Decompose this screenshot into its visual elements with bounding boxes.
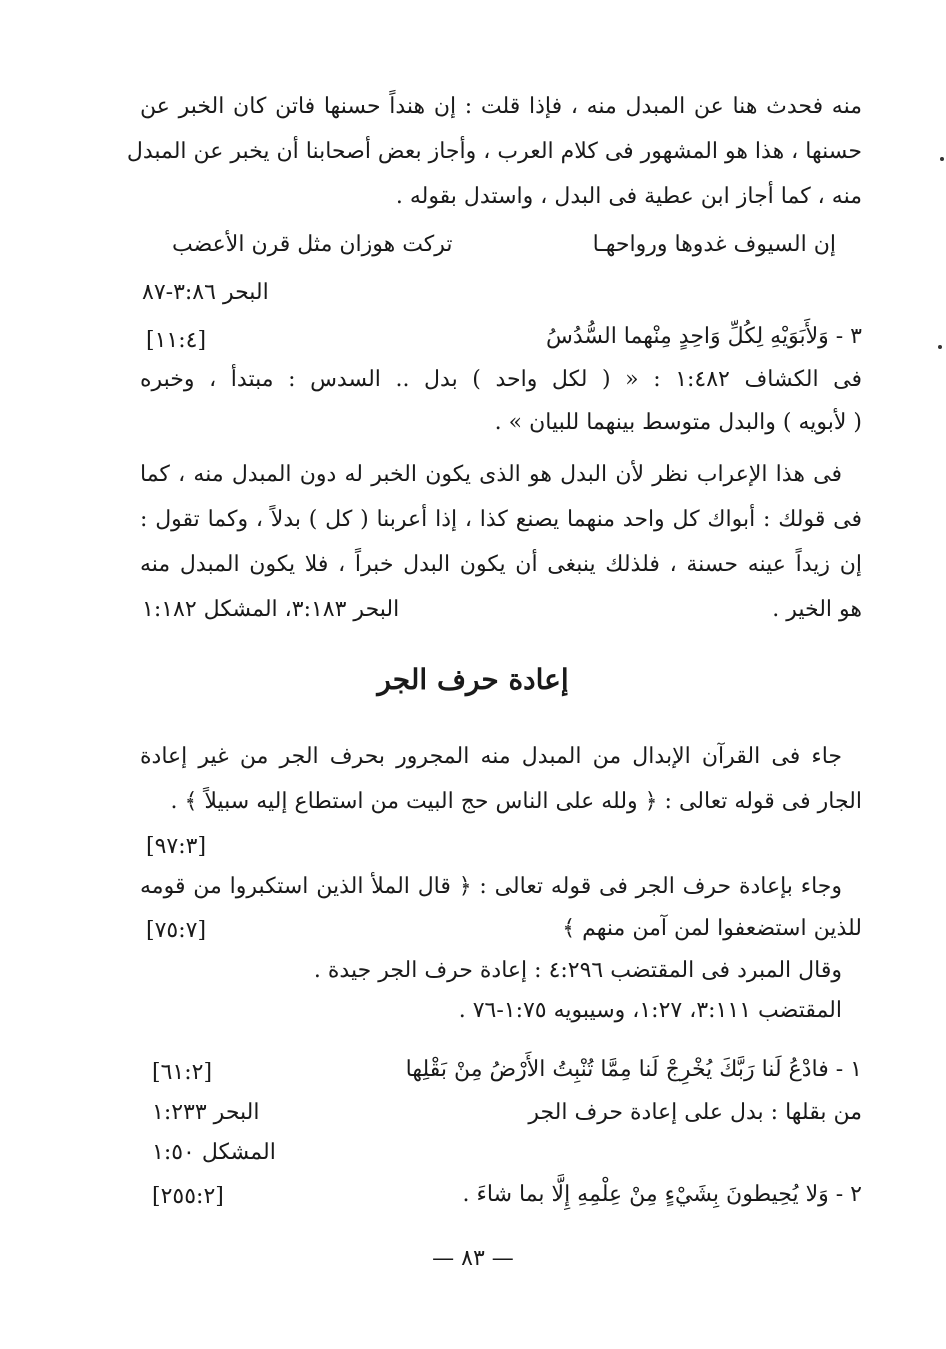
quran-ref-item-1: [٦١:٢] [152,1060,213,1085]
para2-line-4: هو الخير . [772,597,862,622]
margin-dot-2 [938,345,942,349]
reference-bahr-1: البحر ٣:٨٦-٨٧ [142,280,269,305]
item1-mushkil-ref: المشكل ١:٥٠ [152,1140,276,1165]
section-heading: إعادة حرف الجر [377,663,569,696]
item1-bahr-ref: البحر ١:٢٣٣ [152,1100,260,1125]
para2-line-3: إن زيداً عينه حسنة ، فلذلك ينبغى أن يكون البدل خبراً ، فلا يكون المبدل منه [140,552,862,577]
quran-item-1: ١ - فادْعُ لَنا رَبَّكَ يُخْرِجْ لَنا مِمَّا تُنْبِتُ الأَرْضُ مِنْ بَقْلِها [405,1057,862,1082]
para4-line-2: للذين استضعفوا لمن آمن منهم ﴾ [562,916,862,941]
para2-line-2: فى قولك : أبواك كل واحد منهما يصنع كذا ، إذا أعربنا ( كل ) بدلاً ، وكما تقول : [140,507,862,532]
quran-ref-item-3: [١١:٤] [146,328,207,353]
para3-line-2: الجار فى قوله تعالى : ﴿ ولله على الناس حج البيت من استطاع إليه سبيلاً ﴾ . [170,789,862,814]
verse-first-hemistich: إن السيوف غدوها ورواحهـا [592,232,836,257]
quran-item-3: ٣ - وَلأَبَوَيْهِ لِكُلِّ وَاحِدٍ مِنْهما السُّدُسُ [545,324,862,349]
kashshaf-line-1: فى الكشاف ١:٤٨٢ : « ( لكل واحد ) بدل .. السدس : مبتدأ ، وخبره [140,367,862,392]
page-number: — ٨٣ — [432,1246,514,1271]
quran-ref-item-2: [٢٥٥:٢] [152,1184,224,1209]
item1-note: من بقلها : بدل على إعادة حرف الجر [528,1100,862,1125]
muqtadab-references: المقتضب ٣:١١١، ١:٢٧، وسيبويه ١:٧٥-٧٦ . [458,998,842,1023]
kashshaf-line-2: ( لأبويه ) والبدل متوسط بينهما للبيان » . [494,410,862,435]
para3-reference: [٩٧:٣] [146,834,207,859]
mubarrad-line: وقال المبرد فى المقتضب ٤:٢٩٦ : إعادة حرف الجر جيدة . [313,958,842,983]
text-line-2: حسنها ، هذا هو المشهور فى كلام العرب ، وأجاز بعض أصحابنا أن يخبر عن المبدل [126,139,862,164]
para2-reference: البحر ٣:١٨٣، المشكل ١:١٨٢ [142,597,400,622]
quran-item-2: ٢ - وَلا يُحِيطونَ بِشَيْءٍ مِنْ عِلْمِهِ إِلَّا بما شاءَ . [462,1182,862,1207]
text-line-1: منه فحدث هنا عن المبدل منه ، فإذا قلت : إن هنداً حسنها فاتن كان الخبر عن [140,94,862,119]
para4-line-1: وجاء بإعادة حرف الجر فى قوله تعالى : ﴿ قال الملأ الذين استكبروا من قومه [140,874,842,899]
para4-reference: [٧٥:٧] [146,918,207,943]
para3-line-1: جاء فى القرآن الإبدال من المبدل منه المجرور بحرف الجر من غير إعادة [140,744,842,769]
verse-second-hemistich: تركت هوزان مثل قرن الأعضب [172,232,453,257]
margin-dot-1 [940,157,944,161]
text-line-3: منه ، كما أجاز ابن عطية فى البدل ، واستدل بقوله . [395,184,862,209]
para2-line-1: فى هذا الإعراب نظر لأن البدل هو الذى يكون الخبر له دون المبدل منه ، كما [140,462,842,487]
